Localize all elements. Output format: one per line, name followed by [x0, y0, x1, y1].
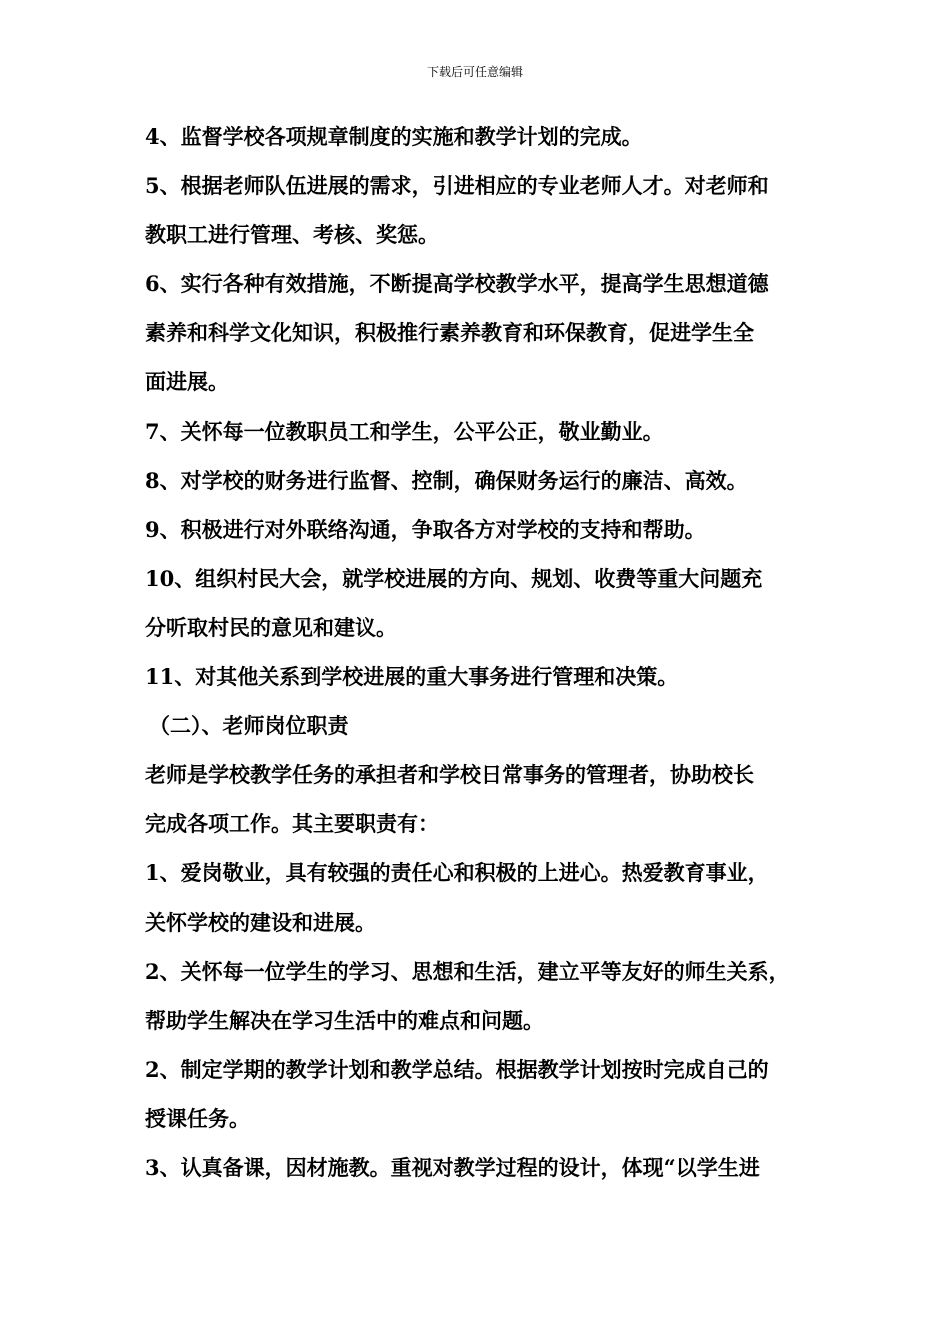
text-line: 2、制定学期的教学计划和教学总结。根据教学计划按时完成自己的	[145, 1056, 769, 1082]
text-line: 11、对其他关系到学校进展的重大事务进行管理和决策。	[145, 664, 679, 690]
text-line: 面进展。	[145, 369, 229, 395]
document-body	[145, 112, 825, 1192]
text-line: 3、认真备课，因材施教。重视对教学过程的设计，体现“以学生进	[145, 1154, 760, 1180]
text-line: 9、积极进行对外联络沟通，争取各方对学校的支持和帮助。	[145, 516, 706, 542]
text-line: 分听取村民的意见和建议。	[145, 614, 397, 640]
text-line: 6、实行各种有效措施，不断提高学校教学水平，提高学生思想道德	[145, 271, 769, 297]
text-line: 素养和科学文化知识，积极推行素养教育和环保教育，促进学生全	[145, 320, 754, 346]
text-line: 4、监督学校各项规章制度的实施和教学计划的完成。	[145, 124, 643, 149]
text-line: 授课任务。	[145, 1105, 250, 1131]
text-line: 帮助学生解决在学习生活中的难点和问题。	[145, 1007, 544, 1033]
text-line: 2、关怀每一位学生的学习、思想和生活，建立平等友好的师生关系，	[145, 958, 790, 984]
text-line: 10、组织村民大会，就学校进展的方向、规划、收费等重大问题充	[145, 565, 763, 591]
page-header: 下载后可任意编辑	[426, 65, 523, 79]
text-line: 8、对学校的财务进行监督、控制，确保财务运行的廉洁、高效。	[145, 467, 748, 493]
text-line: 完成各项工作。其主要职责有：	[145, 811, 439, 837]
text-line: 5、根据老师队伍进展的需求，引进相应的专业老师人才。对老师和	[145, 173, 769, 199]
section-heading: （二）、老师岗位职责	[149, 713, 349, 739]
text-line: 老师是学校教学任务的承担者和学校日常事务的管理者，协助校长	[145, 762, 754, 788]
text-line: 教职工进行管理、考核、奖惩。	[145, 222, 439, 248]
text-line: 关怀学校的建设和进展。	[145, 909, 376, 935]
text-line: 7、关怀每一位教职员工和学生，公平公正，敬业勤业。	[145, 418, 664, 444]
text-line: 1、爱岗敬业，具有较强的责任心和积极的上进心。热爱教育事业，	[145, 860, 769, 886]
